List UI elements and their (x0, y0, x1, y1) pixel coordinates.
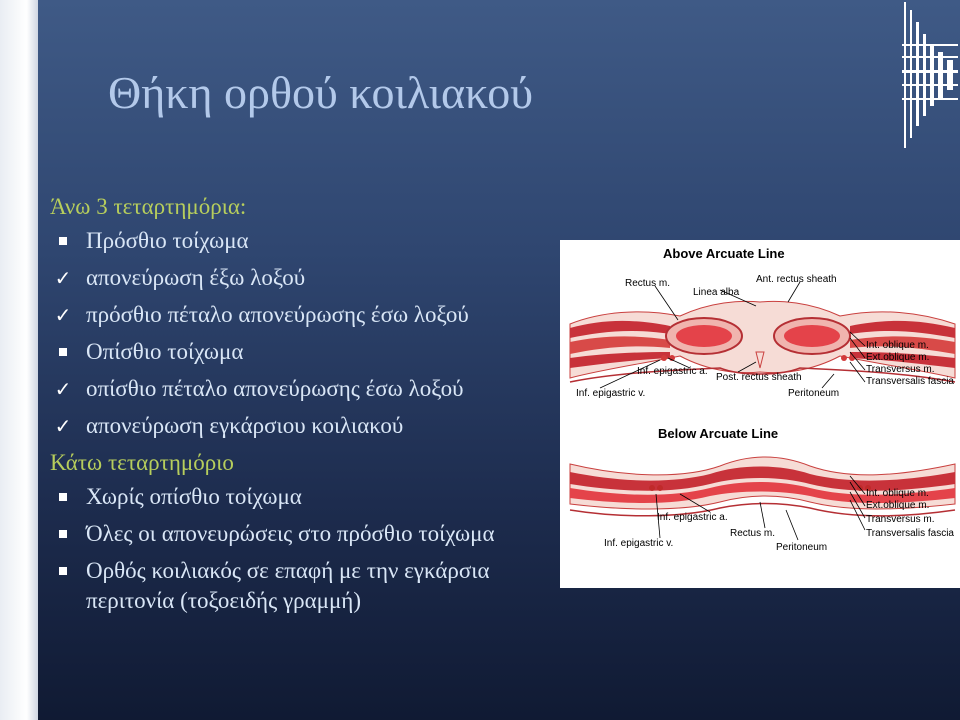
square-bullet-icon (54, 337, 72, 367)
square-bullet-icon (54, 556, 72, 586)
label-ant-rectus-sheath: Ant. rectus sheath (756, 274, 837, 285)
list-item (50, 263, 555, 293)
list-item-text: οπίσθιο πέταλο απονεύρωσης έσω λοξού (86, 376, 464, 401)
section-heading-lower: Κάτω τεταρτημόριο (50, 450, 234, 475)
label-int-oblique-above: Int. oblique m. (866, 340, 929, 351)
list-item-text: Όλες οι απονευρώσεις στο πρόσθιο τοίχωμα (86, 521, 495, 546)
slide-title: Θήκη ορθού κοιλιακού (108, 67, 533, 118)
label-inf-epigastric-v-above: Inf. epigastric v. (576, 388, 646, 399)
list-item (50, 411, 555, 441)
label-peritoneum-below: Peritoneum (776, 542, 828, 553)
list-item-text: Ορθός κοιλιακός σε επαφή με την εγκάρσια περιτονία (τοξοειδής γραμμή) (86, 558, 490, 613)
list-item-text: Οπίσθιο τοίχωμα (86, 339, 244, 364)
list-item (50, 556, 555, 616)
label-peritoneum-above: Peritoneum (788, 388, 840, 399)
list-item-text: απονεύρωση έξω λοξού (86, 265, 306, 290)
list-item-text: πρόσθιο πέταλο απονεύρωσης έσω λοξού (86, 302, 469, 327)
arcuate-line-diagram (560, 240, 960, 588)
below-title: Below Arcuate Line (658, 426, 779, 441)
list-item (50, 482, 555, 512)
label-inf-epigastric-a-above: Inf. epigastric a. (637, 366, 708, 377)
label-ext-oblique-above: Ext.oblique m. (866, 352, 930, 363)
label-transversalis-above: Transversalis fascia (866, 376, 954, 387)
square-bullet-icon (54, 482, 72, 512)
section-heading-upper: Άνω 3 τεταρτημόρια: (50, 194, 247, 219)
square-bullet-icon (54, 519, 72, 549)
label-linea-alba: Linea alba (693, 287, 740, 298)
label-transversus-above: Transversus m. (866, 364, 935, 375)
list-item-text: Χωρίς οπίσθιο τοίχωμα (86, 484, 302, 509)
slide-body (50, 192, 555, 623)
label-int-oblique-below: Int. oblique m. (866, 488, 929, 499)
square-bullet-icon (54, 226, 72, 256)
page-number: 3 (938, 568, 947, 588)
label-transversus-below: Transversus m. (866, 514, 935, 525)
list-item (50, 226, 555, 256)
list-item-text: απονεύρωση εγκάρσιου κοιλιακού (86, 413, 404, 438)
label-transversalis-below: Transversalis fascia (866, 528, 954, 539)
above-title: Above Arcuate Line (663, 246, 785, 261)
label-rectus-below: Rectus m. (730, 528, 776, 539)
list-item (50, 300, 555, 330)
label-inf-epigastric-v-below: Inf. epigastric v. (604, 538, 674, 549)
list-item (50, 519, 555, 549)
corner-decoration (900, 0, 960, 150)
label-ext-oblique-below: Ext.oblique m. (866, 500, 930, 511)
label-rectus-above: Rectus m. (625, 278, 671, 289)
list-item (50, 374, 555, 404)
checkmark-bullet-icon: ✓ (54, 414, 72, 438)
list-item (50, 337, 555, 367)
checkmark-bullet-icon: ✓ (54, 377, 72, 401)
list-item-text: Πρόσθιο τοίχωμα (86, 228, 249, 253)
label-inf-epigastric-a-below: Inf. epigastric a. (657, 512, 728, 523)
left-accent-bar (0, 0, 38, 720)
label-post-rectus-sheath: Post. rectus sheath (716, 372, 802, 383)
checkmark-bullet-icon: ✓ (54, 303, 72, 327)
checkmark-bullet-icon: ✓ (54, 266, 72, 290)
